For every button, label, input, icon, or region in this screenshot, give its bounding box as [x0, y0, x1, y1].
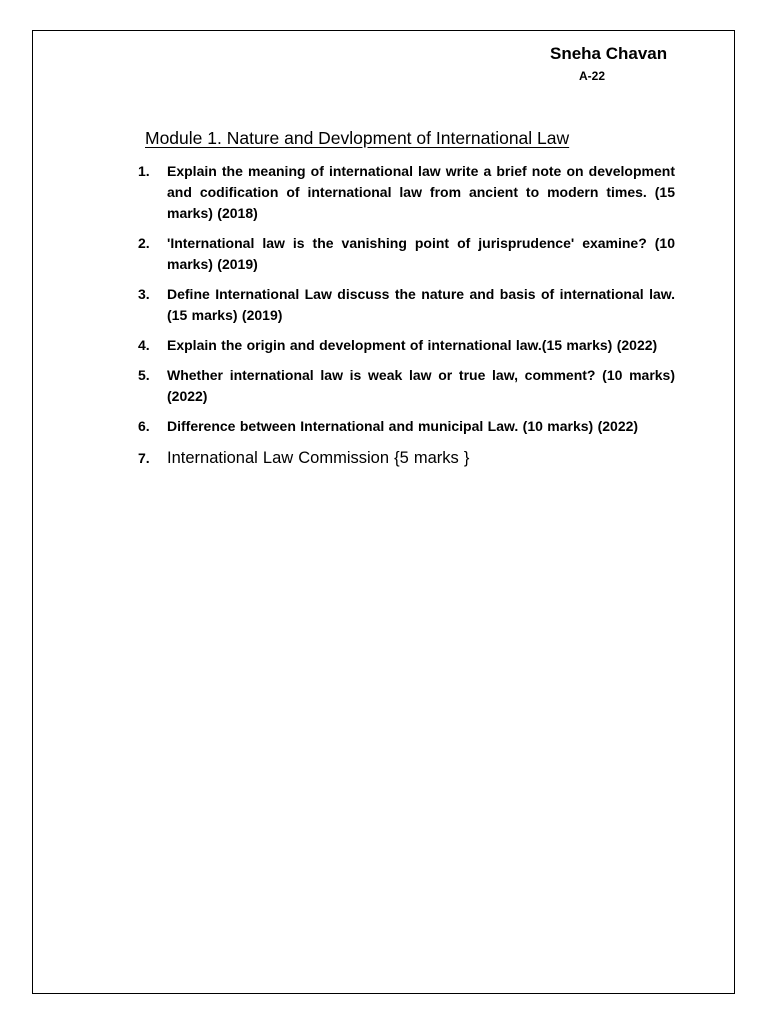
- question-text: International Law Commission {5 marks }: [167, 449, 470, 467]
- module-title: Module 1. Nature and Devlopment of International Law: [145, 128, 570, 148]
- question-number: 1.: [138, 163, 150, 179]
- question-item-5: [138, 365, 675, 407]
- author-code: A-22: [579, 69, 606, 83]
- question-number: 5.: [138, 367, 150, 383]
- question-text: Difference between International and municipal Law. (10 marks) (2022): [167, 418, 639, 434]
- question-number: 7.: [138, 450, 150, 466]
- question-item-1: [138, 161, 675, 224]
- question-item-3: [138, 284, 675, 326]
- question-number: 6.: [138, 418, 150, 434]
- question-item-2: [138, 233, 675, 275]
- question-number: 2.: [138, 235, 150, 251]
- question-text: Whether international law is weak law or true law, comment? (10 marks) (2022): [167, 367, 675, 404]
- question-number: 3.: [138, 286, 150, 302]
- question-text: Explain the meaning of international law write a brief note on development and codification of international law from ancient to modern times. (15 marks) (2018): [167, 163, 675, 221]
- question-item-7: [138, 446, 675, 470]
- question-item-6: [138, 416, 675, 437]
- question-text: 'International law is the vanishing point of jurisprudence' examine? (10 marks) (2019): [167, 235, 675, 272]
- question-item-4: [138, 335, 675, 356]
- author-name: Sneha Chavan: [550, 44, 668, 63]
- question-list: [138, 161, 675, 479]
- question-text: Explain the origin and development of international law.(15 marks) (2022): [167, 337, 658, 353]
- question-text: Define International Law discuss the nature and basis of international law. (15 marks) (2019): [167, 286, 675, 323]
- question-number: 4.: [138, 337, 150, 353]
